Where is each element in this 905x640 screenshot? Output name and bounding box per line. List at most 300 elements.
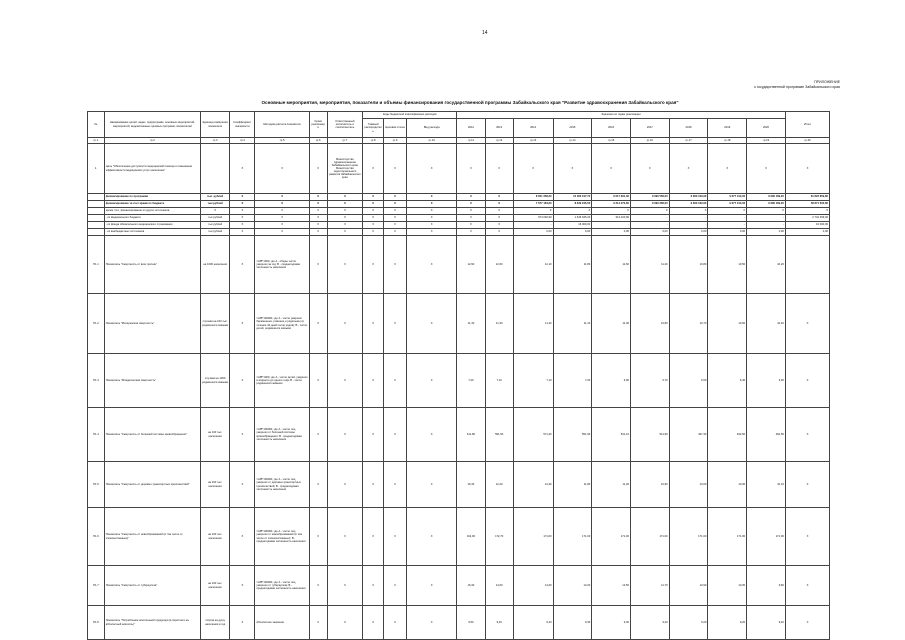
- value: 531,10: [592, 408, 631, 462]
- value: 591,50: [485, 408, 513, 462]
- value: 10,70: [669, 294, 708, 354]
- value: 497,30: [669, 408, 708, 462]
- mark: Х: [327, 462, 363, 508]
- value: 171,00: [630, 508, 669, 566]
- mark: Х: [309, 606, 327, 640]
- unit: [200, 144, 229, 194]
- value: 1 646 945,20: [553, 215, 592, 222]
- value: 571,30: [513, 408, 553, 462]
- mark: Х: [309, 508, 327, 566]
- mark: Х: [384, 408, 407, 462]
- value: 11,20: [513, 294, 553, 354]
- indicator-row: [88, 508, 830, 566]
- column-number: гр.4: [230, 138, 255, 144]
- total: [785, 236, 829, 294]
- mark: Х: [407, 194, 457, 201]
- indicator-num: П1.4: [88, 408, 105, 462]
- column-number: гр.16: [630, 138, 669, 144]
- value: -: [747, 215, 786, 222]
- value: Х: [747, 208, 786, 215]
- coef: Х: [230, 144, 255, 194]
- value: 11,80: [553, 462, 592, 508]
- column-number: гр.9: [384, 138, 407, 144]
- indicator-name: Показатель "Потребление алкогольной продукции (в пересчете на абсолютный алкоголь)": [104, 606, 200, 640]
- value: 16,30: [457, 566, 485, 606]
- value: 9,20: [708, 606, 747, 640]
- mark: Х: [309, 215, 327, 222]
- coef: Х: [230, 294, 255, 354]
- value: Х: [708, 208, 747, 215]
- mark: Х: [230, 215, 255, 222]
- total: Х: [785, 294, 829, 354]
- value: 14,60: [485, 566, 513, 606]
- method: =А/В*100000, где А - число лиц, умерших от туберкулеза; В - среднегодовая численность населения: [255, 566, 309, 606]
- column-number: гр.19: [747, 138, 786, 144]
- mark: Х: [327, 194, 363, 201]
- column-number: гр.20: [785, 138, 829, 144]
- value: Х: [485, 222, 513, 229]
- mark: Х: [363, 236, 384, 294]
- value: 974 092,90: [513, 215, 553, 222]
- coef: Х: [230, 606, 255, 640]
- code: Х: [407, 144, 457, 194]
- unit: случаев на 100 тыс. родившихся живыми: [200, 294, 229, 354]
- mark: Х: [230, 201, 255, 208]
- header-year: 2017: [630, 119, 669, 138]
- mark: Х: [407, 606, 457, 640]
- coef: Х: [230, 508, 255, 566]
- mark: Х: [384, 354, 407, 408]
- column-number: гр.18: [708, 138, 747, 144]
- value: Х: [457, 208, 485, 215]
- mark: Х: [384, 566, 407, 606]
- value: 172,70: [485, 508, 513, 566]
- method: =А/В*100000, где А - число лиц, умерших от дорожно-транспортных происшествий; В - среднегодовая численность населения: [255, 462, 309, 508]
- value: 9,50: [457, 606, 485, 640]
- financing-name: финансирование по программе: [104, 194, 200, 201]
- mark: Х: [384, 194, 407, 201]
- value: 9,20: [669, 606, 708, 640]
- value: 8 651 358,30: [513, 194, 553, 201]
- value: 11,40: [457, 294, 485, 354]
- indicator-row: [88, 408, 830, 462]
- value: 16 000,00: [553, 222, 592, 229]
- mark: Х: [407, 208, 457, 215]
- value: 0,00: [708, 229, 747, 236]
- appendix-note: [700, 80, 840, 89]
- unit: на 1000 населения: [200, 236, 229, 294]
- value: 9,30: [592, 606, 631, 640]
- mark: Х: [327, 294, 363, 354]
- header-year: 2020: [747, 119, 786, 138]
- indicator-row: [88, 462, 830, 508]
- header-year: 2018: [669, 119, 708, 138]
- mark: Х: [309, 566, 327, 606]
- mark: Х: [384, 462, 407, 508]
- indicator-num: П1.7: [88, 566, 105, 606]
- appendix-subtitle: к государственной программе Забайкальского края: [754, 84, 840, 89]
- mark: Х: [384, 294, 407, 354]
- method: =А/В*100000, где А - число умерших беременных, рожениц и родильниц (в течение 42 дней после родов); В - число детей, родившихся живыми: [255, 294, 309, 354]
- value: 611,80: [457, 408, 485, 462]
- value: Х: [485, 229, 513, 236]
- value: 11,10: [553, 294, 592, 354]
- column-number: гр.7: [327, 138, 363, 144]
- mark: Х: [363, 566, 384, 606]
- header-year: 2013: [485, 119, 513, 138]
- row-num: [88, 194, 105, 201]
- value: 0,00: [553, 229, 592, 236]
- value: 171,00: [513, 508, 553, 566]
- mark: Х: [309, 408, 327, 462]
- value: Х: [747, 144, 786, 194]
- header-responsible: Ответственный исполнитель и соисполнитель: [327, 112, 363, 138]
- header-year: 2015: [553, 119, 592, 138]
- value: Х: [630, 208, 669, 215]
- column-number: гр.13: [513, 138, 553, 144]
- method: Х: [255, 144, 309, 194]
- mark: Х: [230, 208, 255, 215]
- header-codes: Коды бюджетной классификации расходов: [363, 112, 457, 119]
- row-num: [88, 229, 105, 236]
- indicator-row: [88, 294, 830, 354]
- total: Х: [785, 144, 829, 194]
- value: 514,90: [630, 408, 669, 462]
- value: 10,40: [747, 294, 786, 354]
- value: 12,60: [485, 236, 513, 294]
- value: Х: [457, 194, 485, 201]
- mark: Х: [327, 508, 363, 566]
- value: -: [592, 222, 631, 229]
- value: Х: [553, 208, 592, 215]
- value: 11,20: [592, 462, 631, 508]
- mark: Х: [407, 508, 457, 566]
- total: Х: [785, 354, 829, 408]
- unit: Х: [200, 208, 229, 215]
- column-number: гр.1: [88, 138, 105, 144]
- value: Х: [669, 208, 708, 215]
- mark: Х: [384, 208, 407, 215]
- value: Х: [485, 201, 513, 208]
- code: Х: [384, 144, 407, 194]
- value: 9 314 270,60: [592, 201, 631, 208]
- mark: Х: [363, 294, 384, 354]
- indicator-num: П1.8: [88, 606, 105, 640]
- financing-name: - из внебюджетных источников: [104, 229, 200, 236]
- column-number: гр.14: [553, 138, 592, 144]
- mark: Х: [384, 222, 407, 229]
- row-num: [88, 201, 105, 208]
- term: Х: [309, 144, 327, 194]
- value: 7,10: [485, 354, 513, 408]
- coef: Х: [230, 566, 255, 606]
- value: 492,50: [708, 408, 747, 462]
- header-total: Итого: [785, 112, 829, 138]
- value: -: [708, 222, 747, 229]
- value: 12,20: [513, 462, 553, 508]
- mark: Х: [327, 606, 363, 640]
- indicator-row: [88, 566, 830, 606]
- value: 6,30: [747, 354, 786, 408]
- value: -: [708, 215, 747, 222]
- method: =А/В*1000, где А - число детей, умерших в возрасте до одного года; В - число родившихся живыми: [255, 354, 309, 408]
- value: -: [747, 222, 786, 229]
- mark: Х: [327, 201, 363, 208]
- mark: Х: [327, 215, 363, 222]
- value: Х: [457, 222, 485, 229]
- financing-name: - из федерального бюджета: [104, 215, 200, 222]
- value: 9 690 169,20: [747, 194, 786, 201]
- unit: тыс.рублей: [200, 215, 229, 222]
- responsible: Министерство здравоохранения Забайкальского края Министерство территориального развития Забайкальского края: [327, 144, 363, 194]
- mark: Х: [384, 508, 407, 566]
- mark: Х: [363, 201, 384, 208]
- value: 11,00: [592, 294, 631, 354]
- value: 7,00: [553, 354, 592, 408]
- mark: Х: [407, 566, 457, 606]
- value: Х: [553, 144, 592, 194]
- indicator-row: [88, 236, 830, 294]
- value: 9 677 313,00: [708, 201, 747, 208]
- mark: Х: [363, 222, 384, 229]
- financing-row: [88, 215, 830, 222]
- value: 162,00: [457, 508, 485, 566]
- value: 9 663 169,90: [669, 201, 708, 208]
- value: 10,60: [708, 294, 747, 354]
- mark: Х: [309, 236, 327, 294]
- financing-row: [88, 229, 830, 236]
- value: 10,10: [747, 462, 786, 508]
- indicator-num: П1.3: [88, 354, 105, 408]
- value: 10,60: [669, 462, 708, 508]
- indicator-name: Показатель "Смертность от всех причин": [104, 236, 200, 294]
- value: 9 617 691,30: [592, 194, 631, 201]
- unit: на 100 тыс. населения: [200, 462, 229, 508]
- mark: Х: [384, 215, 407, 222]
- mark: Х: [309, 294, 327, 354]
- value: 10,80: [630, 294, 669, 354]
- mark: Х: [255, 194, 309, 201]
- value: 171,00: [747, 508, 786, 566]
- value: 11,80: [553, 236, 592, 294]
- value: 8 339 246,50: [553, 201, 592, 208]
- value: Х: [630, 144, 669, 194]
- header-year: 2019: [708, 119, 747, 138]
- mark: Х: [327, 236, 363, 294]
- value: 10,90: [630, 462, 669, 508]
- mark: Х: [407, 201, 457, 208]
- value: 9 690 169,20: [747, 201, 786, 208]
- indicator-num: П1.5: [88, 462, 105, 508]
- mark: Х: [363, 229, 384, 236]
- total: Х: [785, 408, 829, 462]
- coef: Х: [230, 462, 255, 508]
- value: 9,20: [630, 606, 669, 640]
- mark: Х: [407, 294, 457, 354]
- indicator-row: [88, 606, 830, 640]
- value: 313 420,90: [592, 215, 631, 222]
- value: Х: [457, 229, 485, 236]
- value: Х: [457, 215, 485, 222]
- financing-name: кроме того, финансирование из других источников:: [104, 208, 200, 215]
- column-number: гр.10: [407, 138, 457, 144]
- total: 0,00: [785, 229, 829, 236]
- value: 9,40: [485, 606, 513, 640]
- value: 10,20: [747, 236, 786, 294]
- column-number: гр.12: [485, 138, 513, 144]
- column-number: гр.3: [200, 138, 229, 144]
- mark: Х: [309, 194, 327, 201]
- financing-name: - из фонда обязательного медицинского страхования: [104, 222, 200, 229]
- mark: Х: [230, 222, 255, 229]
- indicator-name: Показатель "Младенческая смертность": [104, 354, 200, 408]
- value: 10,30: [708, 462, 747, 508]
- mark: Х: [230, 229, 255, 236]
- indicator-num: П1.2: [88, 294, 105, 354]
- mark: Х: [407, 229, 457, 236]
- mark: Х: [384, 236, 407, 294]
- header-values: Значения по годам реализации: [457, 112, 786, 119]
- value: 0,00: [747, 229, 786, 236]
- mark: Х: [255, 208, 309, 215]
- value: 11,60: [592, 236, 631, 294]
- value: Х: [513, 144, 553, 194]
- code: Х: [363, 144, 384, 194]
- header-name: Наименование целей, задач, подпрограмм, основных мероприятий, мероприятий, ведомственных целевых программ, показателей: [104, 112, 200, 138]
- mark: Х: [407, 354, 457, 408]
- indicator-name: Показатель "Смертность от дорожно-транспортных происшествий": [104, 462, 200, 508]
- value: 9 663 169,90: [669, 194, 708, 201]
- mark: Х: [407, 236, 457, 294]
- value: Х: [457, 144, 485, 194]
- value: 0,00: [630, 229, 669, 236]
- value: 13,20: [553, 566, 592, 606]
- unit: на 100 тыс. населения: [200, 508, 229, 566]
- mark: Х: [255, 222, 309, 229]
- mark: Х: [407, 408, 457, 462]
- header-target: Целевая статья: [384, 119, 407, 138]
- mark: Х: [309, 354, 327, 408]
- mark: Х: [407, 215, 457, 222]
- value: 12,50: [592, 566, 631, 606]
- mark: Х: [230, 194, 255, 201]
- coef: Х: [230, 236, 255, 294]
- value: 9 690 558,00: [630, 194, 669, 201]
- value: 11,30: [485, 294, 513, 354]
- value: 14,00: [513, 566, 553, 606]
- total: Х: [785, 208, 829, 215]
- total: 61 822 859,80: [785, 194, 829, 201]
- value: 6,70: [630, 354, 669, 408]
- value: Х: [708, 144, 747, 194]
- column-number: гр.5: [255, 138, 309, 144]
- value: Х: [669, 144, 708, 194]
- mark: Х: [363, 606, 384, 640]
- mark: Х: [384, 229, 407, 236]
- value: 7 677 184,60: [513, 201, 553, 208]
- column-number: гр.17: [669, 138, 708, 144]
- value: Х: [592, 208, 631, 215]
- total: Х: [785, 462, 829, 508]
- unit: случаев на 1000 родившихся живыми: [200, 354, 229, 408]
- value: 12,10: [513, 236, 553, 294]
- mark: Х: [255, 215, 309, 222]
- financing-name: финансирование за счет краевого бюджета: [104, 201, 200, 208]
- value: Х: [485, 215, 513, 222]
- value: 12,90: [457, 236, 485, 294]
- value: 7,20: [457, 354, 485, 408]
- value: 9,30: [553, 606, 592, 640]
- total: Х: [785, 566, 829, 606]
- column-number: гр.6: [309, 138, 327, 144]
- indicator-name: Показатель "Материнская смертность": [104, 294, 200, 354]
- mark: Х: [309, 462, 327, 508]
- document-title: Основные мероприятия, мероприятия, показатели и объемы финансирования государственной программы Забайкальского края "Развитие здравоохранения Забайкальского края": [261, 100, 679, 105]
- mark: Х: [363, 354, 384, 408]
- coef: Х: [230, 408, 255, 462]
- value: -: [630, 222, 669, 229]
- value: Х: [485, 144, 513, 194]
- total: Х: [785, 606, 829, 640]
- mark: Х: [309, 229, 327, 236]
- indicator-name: Показатель "Смертность от новообразований (в том числе от злокачественных)": [104, 508, 200, 566]
- mark: Х: [309, 201, 327, 208]
- unit: тыс.рублей: [200, 229, 229, 236]
- unit: на 100 тыс. населения: [200, 408, 229, 462]
- value: 492,56: [747, 408, 786, 462]
- mark: Х: [407, 222, 457, 229]
- value: 6,40: [708, 354, 747, 408]
- mark: Х: [255, 229, 309, 236]
- header-year: 2014: [513, 119, 553, 138]
- value: 16,30: [457, 462, 485, 508]
- column-number: гр.2: [104, 138, 200, 144]
- value: 9,60: [747, 566, 786, 606]
- value: 11,70: [630, 566, 669, 606]
- value: 10,50: [708, 236, 747, 294]
- value: 12,20: [485, 462, 513, 508]
- financing-row: [88, 208, 830, 215]
- value: 9,40: [513, 606, 553, 640]
- program-table: [87, 111, 830, 640]
- coef: Х: [230, 354, 255, 408]
- method: =А/В*1000, где А - общее число умерших за год; В - среднегодовая численность населения: [255, 236, 309, 294]
- financing-row: [88, 201, 830, 208]
- indicator-name: Показатель "Смертность от туберкулеза": [104, 566, 200, 606]
- mark: Х: [327, 408, 363, 462]
- header-unit: Единица измерения показателя: [200, 112, 229, 138]
- value: 171,00: [592, 508, 631, 566]
- value: Х: [457, 201, 485, 208]
- total: 16 000,00: [785, 222, 829, 229]
- header-vr: Вид расхода: [407, 119, 457, 138]
- total: 58 871 600,80: [785, 201, 829, 208]
- header-year: 2012: [457, 119, 485, 138]
- value: 0,00: [592, 229, 631, 236]
- method: Абсолютное значение: [255, 606, 309, 640]
- mark: Х: [327, 222, 363, 229]
- value: 551,90: [553, 408, 592, 462]
- financing-row: [88, 222, 830, 229]
- value: 171,00: [669, 508, 708, 566]
- column-number: гр.15: [592, 138, 631, 144]
- value: 0,00: [513, 229, 553, 236]
- value: 171,00: [708, 508, 747, 566]
- method: =А/В*100000, где А - число лиц, умерших от новообразований (в том числе от злокачественных); В - среднегодовая численность населения: [255, 508, 309, 566]
- row-num: [88, 208, 105, 215]
- unit: на 100 тыс. населения: [200, 566, 229, 606]
- header-year: 2016: [592, 119, 631, 138]
